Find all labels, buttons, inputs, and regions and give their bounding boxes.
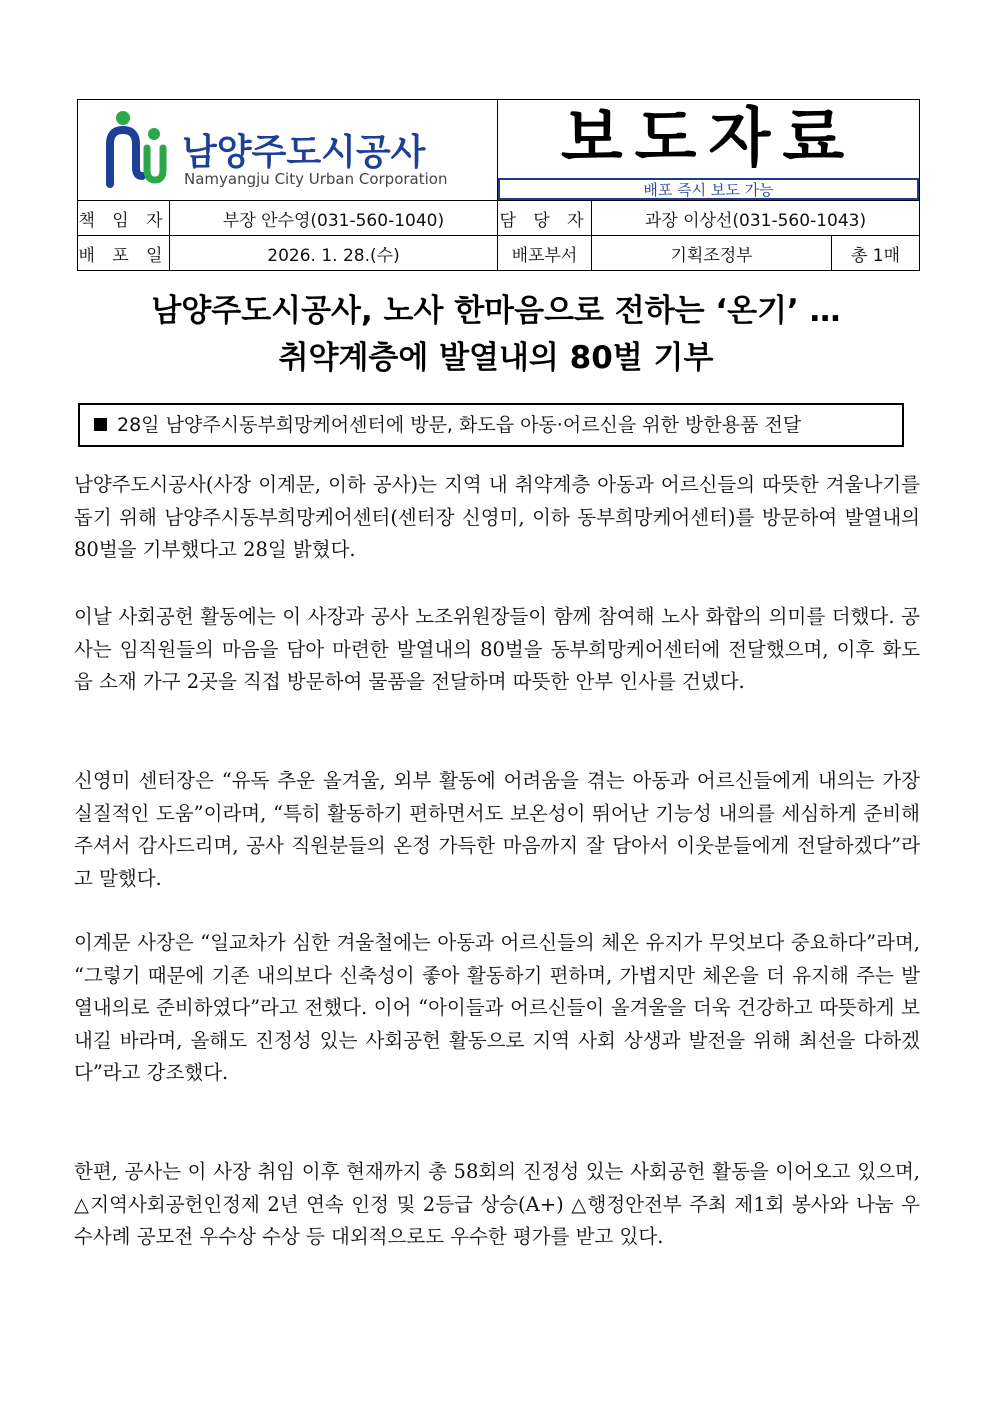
headline-line-2: 취약계층에 발열내의 80벌 기부	[278, 340, 714, 376]
square-bullet-icon	[94, 418, 107, 431]
org-name: 남양주도시공사	[182, 132, 426, 173]
date-value: 2026. 1. 28.(수)	[170, 236, 498, 271]
dept-value: 기획조정부	[592, 236, 832, 271]
contact-label: 담 당 자	[498, 201, 592, 236]
body-paragraph-1: 남양주도시공사(사장 이계문, 이하 공사)는 지역 내 취약계층 아동과 어르신들의 따뜻한 겨울나기를 돕기 위해 남양주시동부희망케어센터(센터장 신영미, 이하 동부희망케어센터)를 방문하여 발열내의 80벌을 기부했다고 28일 밝혔다.	[74, 473, 920, 561]
dept-label: 배포부서	[498, 236, 592, 271]
date-label: 배 포 일	[78, 236, 170, 271]
summary-text: 28일 남양주시동부희망케어센터에 방문, 화도읍 아동·어르신을 위한 방한용품 전달	[117, 414, 802, 436]
org-name-en: Namyangju City Urban Corporation	[184, 170, 448, 188]
org-logo	[104, 108, 484, 194]
headline-line-1: 남양주도시공사, 노사 한마음으로 전하는 ‘온기’ …	[151, 293, 841, 329]
summary-box	[78, 403, 904, 447]
press-release-title: 보도자료	[560, 102, 857, 176]
contact-value: 과장 이상선(031-560-1043)	[592, 201, 920, 236]
press-header-table	[77, 99, 919, 272]
responsible-value: 부장 안수영(031-560-1040)	[170, 201, 498, 236]
body-paragraph-3: 신영미 센터장은 “유독 추운 올겨울, 외부 활동에 어려움을 겪는 아동과 어르신들에게 내의는 가장 실질적인 도움”이라며, “특히 활동하기 편하면서도 보온성이 뛰어난 기능성 내의를 세심하게 준비해 주셔서 감사드리며, 공사 직원분들의 온정 가득한 마음까지 잘 담아서 이웃분들에게 전달하겠다”라고 말했다.	[74, 769, 920, 890]
body-paragraph-5: 한편, 공사는 이 사장 취임 이후 현재까지 총 58회의 진정성 있는 사회공헌 활동을 이어오고 있으며, △지역사회공헌인정제 2년 연속 인정 및 2등급 상승(A+) △행정안전부 주최 제1회 봉사와 나눔 우수사례 공모전 우수상 수상 등 대외적으로도 우수한 평가를 받고 있다.	[74, 1160, 920, 1248]
embargo-note: 배포 즉시 보도 가능	[498, 178, 919, 200]
org-logo-mark-icon	[104, 108, 174, 194]
page-count: 총 1매	[832, 236, 920, 271]
body-paragraph-4: 이계문 사장은 “일교차가 심한 겨울철에는 아동과 어르신들의 체온 유지가 무엇보다 중요하다”라며, “그렇기 때문에 기존 내의보다 신축성이 좋아 활동하기 편하며, 가볍지만 체온을 더 유지해 주는 발열내의로 준비하였다”라고 전했다. 이어 “아이들과 어르신들이 올겨울을 더욱 건강하고 따뜻하게 보내길 바라며, 올해도 진정성 있는 사회공헌 활동으로 지역 사회 상생과 발전을 위해 최선을 다하겠다”라고 강조했다.	[74, 931, 920, 1084]
press-release-cell	[498, 100, 920, 201]
header-grid	[77, 99, 920, 271]
body-paragraph-2: 이날 사회공헌 활동에는 이 사장과 공사 노조위원장들이 함께 참여해 노사 화합의 의미를 더했다. 공사는 임직원들의 마음을 담아 마련한 발열내의 80벌을 동부희망케어센터에 전달했으며, 이후 화도읍 소재 가구 2곳을 직접 방문하여 물품을 전달하며 따뜻한 안부 인사를 건넸다.	[74, 605, 920, 693]
logo-cell	[78, 100, 498, 201]
responsible-label: 책 임 자	[78, 201, 170, 236]
